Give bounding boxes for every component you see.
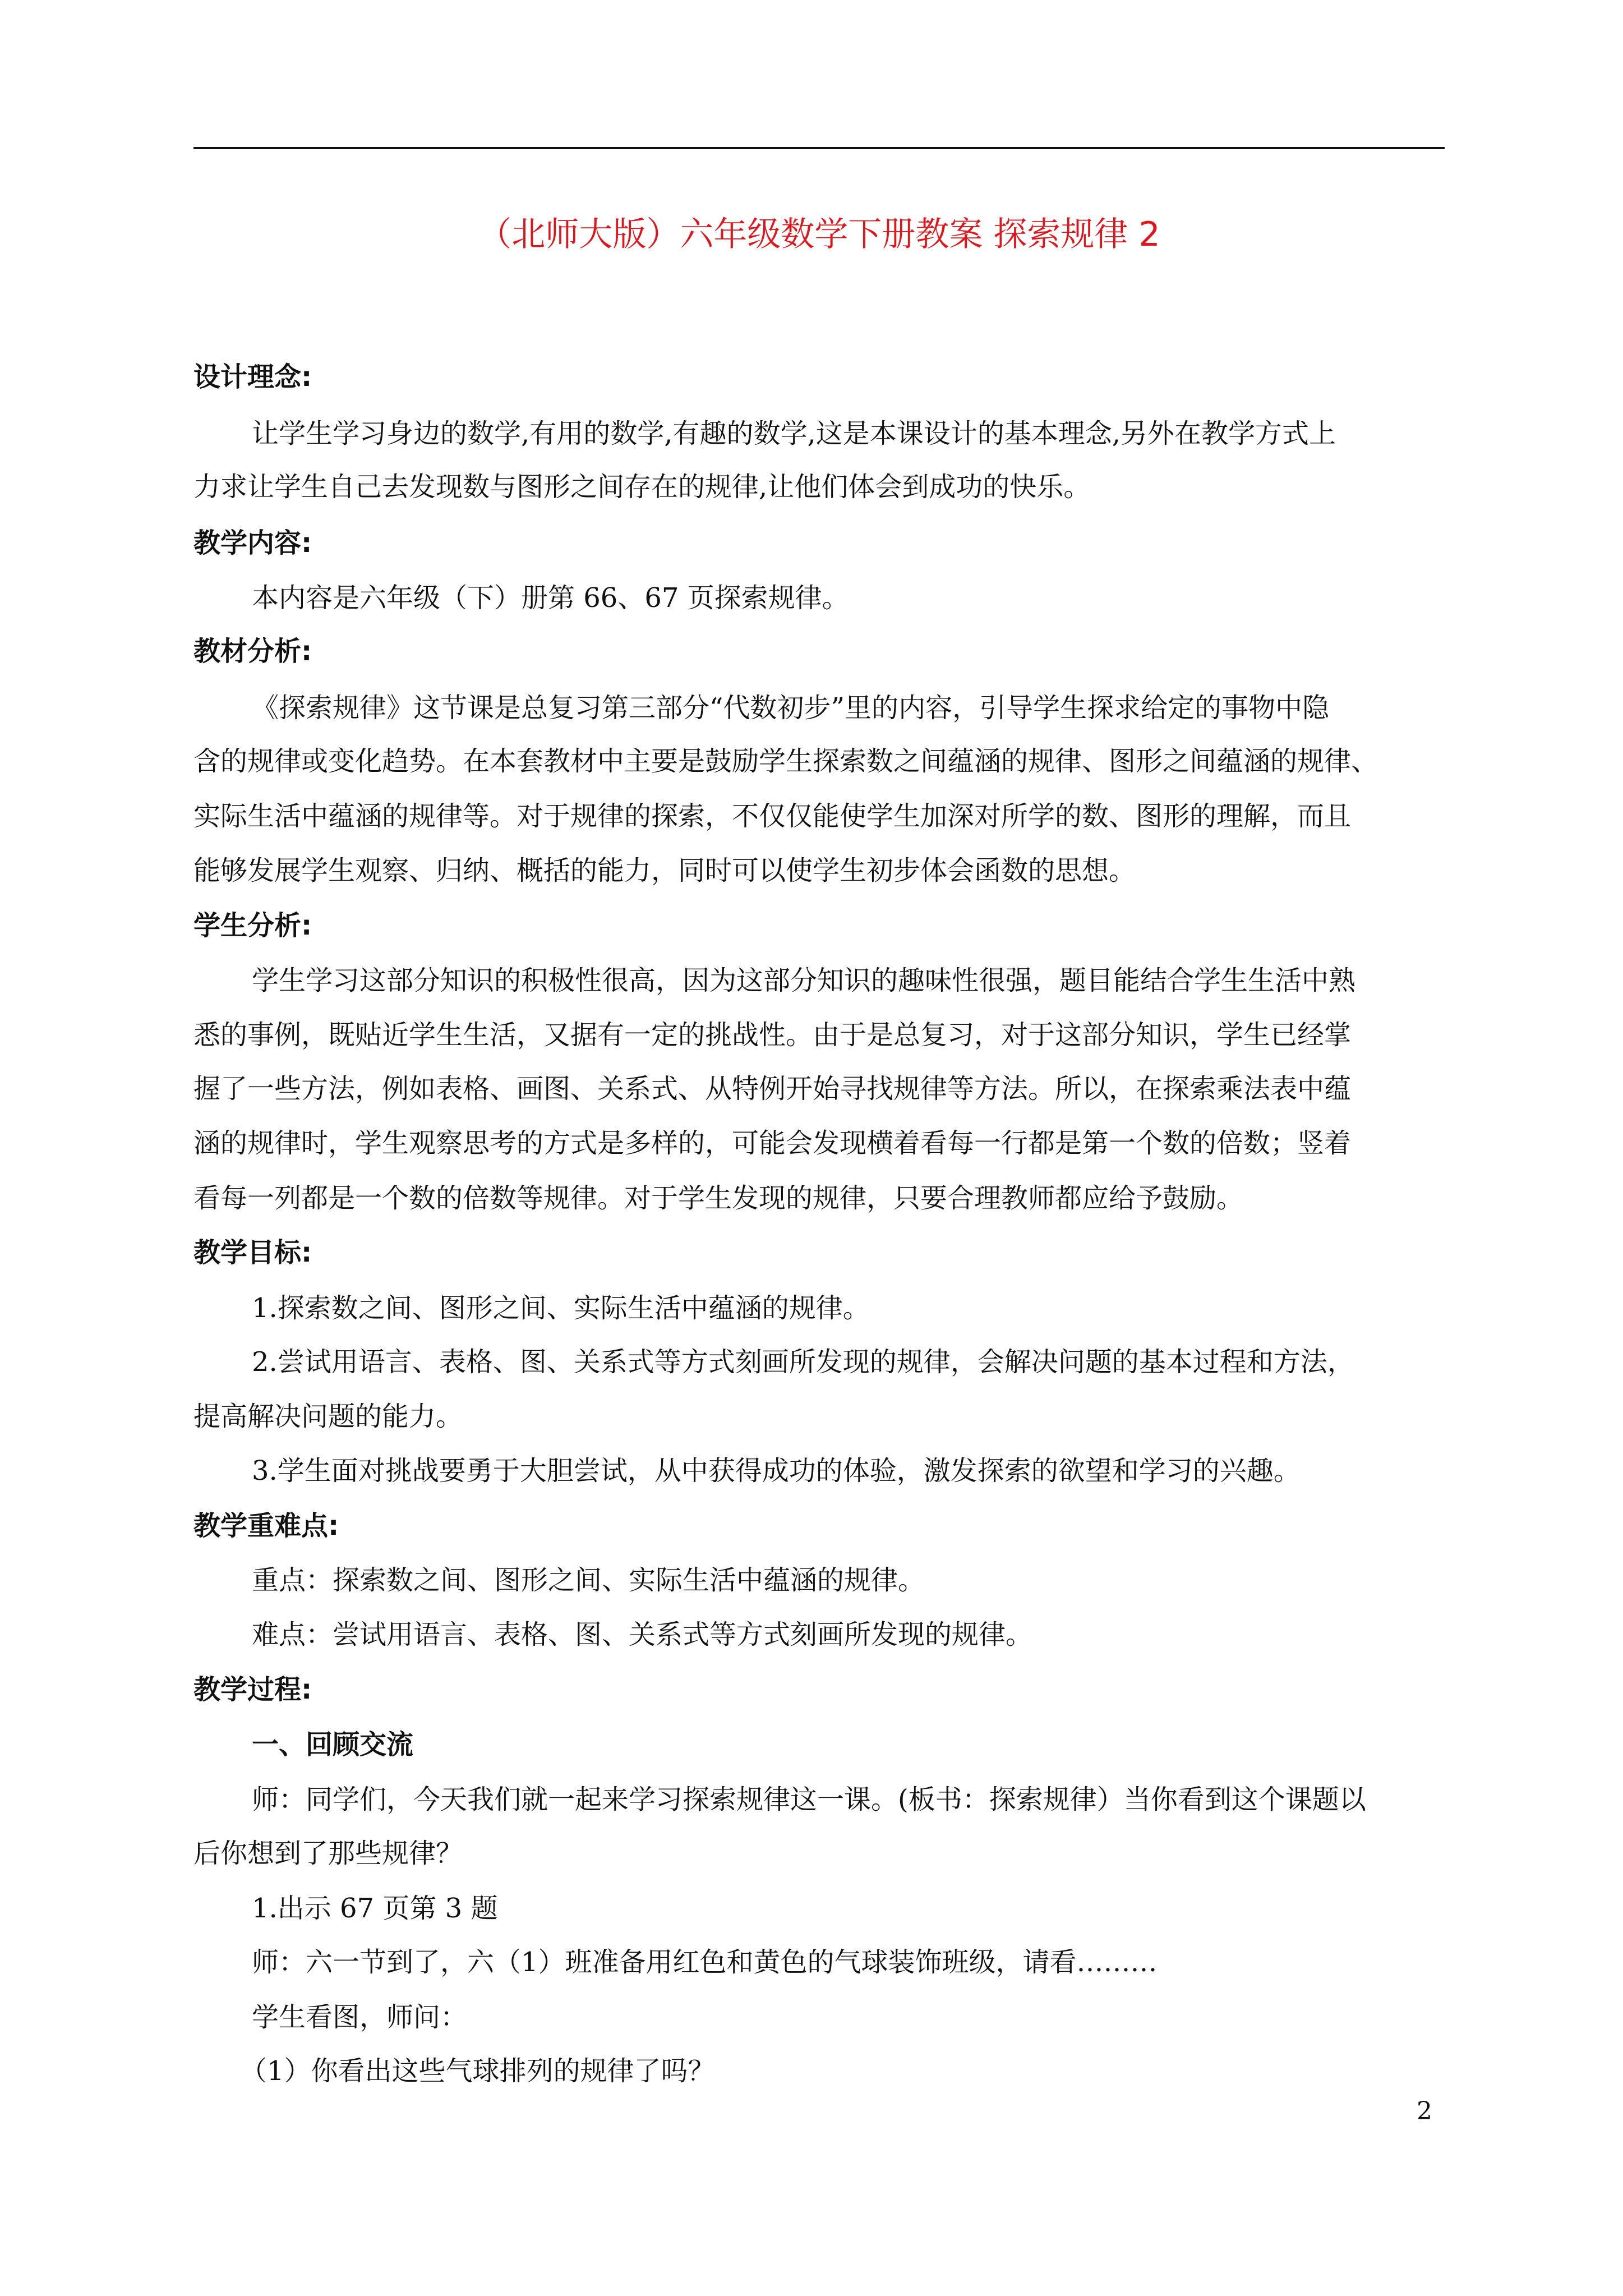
paragraph-line: 握了一些方法，例如表格、画图、关系式、从特例开始寻找规律等方法。所以，在探索乘法表中蕴 — [193, 1073, 1352, 1105]
paragraph-line: 1.出示 67 页第 3 题 — [252, 1893, 498, 1924]
paragraph-line: 力求让学生自己去发现数与图形之间存在的规律,让他们体会到成功的快乐。 — [193, 471, 1091, 503]
section-heading-process: 教学过程: — [193, 1674, 312, 1705]
paragraph-line: 本内容是六年级（下）册第 66、67 页探索规律。 — [252, 582, 849, 614]
page-number: 2 — [1417, 2097, 1432, 2125]
section-heading-content: 教学内容: — [193, 527, 312, 559]
paragraph-line: 师：六一节到了，六（1）班准备用红色和黄色的气球装饰班级，请看……… — [252, 1947, 1158, 1978]
document-title: （北师大版）六年级数学下册教案 探索规律 2 — [478, 215, 1160, 254]
paragraph-line: 重点：探索数之间、图形之间、实际生活中蕴涵的规律。 — [252, 1565, 925, 1596]
paragraph-line: 学生看图，师问： — [252, 2001, 468, 2033]
paragraph-line: 提高解决问题的能力。 — [193, 1401, 463, 1432]
paragraph-line: （1）你看出这些气球排列的规律了吗？ — [240, 2055, 715, 2087]
paragraph-line: 后你想到了那些规律？ — [193, 1838, 463, 1869]
paragraph-line: 3.学生面对挑战要勇于大胆尝试，从中获得成功的体验，激发探索的欲望和学习的兴趣。 — [252, 1455, 1301, 1487]
paragraph-line: 让学生学习身边的数学,有用的数学,有趣的数学,这是本课设计的基本理念,另外在教学方式上 — [252, 418, 1336, 449]
paragraph-line: 难点：尝试用语言、表格、图、关系式等方式刻画所发现的规律。 — [252, 1619, 1033, 1650]
section-heading-keypoints: 教学重难点: — [193, 1510, 339, 1542]
paragraph-line: 看每一列都是一个数的倍数等规律。对于学生发现的规律，只要合理教师都应给予鼓励。 — [193, 1182, 1244, 1214]
section-heading-students: 学生分析: — [193, 910, 312, 941]
paragraph-line: 涵的规律时，学生观察思考的方式是多样的，可能会发现横着看每一行都是第一个数的倍数；竖着 — [193, 1128, 1352, 1159]
paragraph-line: 《探索规律》这节课是总复习第三部分“代数初步”里的内容，引导学生探求给定的事物中隐 — [252, 692, 1330, 724]
section-heading-goals: 教学目标: — [193, 1237, 312, 1268]
paragraph-line: 含的规律或变化趋势。在本套教材中主要是鼓励学生探索数之间蕴涵的规律、图形之间蕴涵的规律、 — [193, 746, 1378, 777]
paragraph-line: 1.探索数之间、图形之间、实际生活中蕴涵的规律。 — [252, 1292, 870, 1324]
header-rule — [193, 147, 1445, 149]
paragraph-line: 实际生活中蕴涵的规律等。对于规律的探索，不仅仅能使学生加深对所学的数、图形的理解，而且 — [193, 800, 1352, 832]
paragraph-line: 师：同学们，今天我们就一起来学习探索规律这一课。(板书：探索规律）当你看到这个课题以 — [252, 1784, 1366, 1815]
section-heading-design: 设计理念: — [193, 361, 312, 393]
subsection-heading: 一、回顾交流 — [252, 1729, 414, 1760]
paragraph-line: 能够发展学生观察、归纳、概括的能力，同时可以使学生初步体会函数的思想。 — [193, 855, 1136, 886]
paragraph-line: 学生学习这部分知识的积极性很高，因为这部分知识的趣味性很强，题目能结合学生生活中熟 — [252, 965, 1356, 996]
paragraph-line: 悉的事例，既贴近学生生活，又据有一定的挑战性。由于是总复习，对于这部分知识，学生已经掌 — [193, 1019, 1352, 1051]
paragraph-line: 2.尝试用语言、表格、图、关系式等方式刻画所发现的规律，会解决问题的基本过程和方法， — [252, 1346, 1354, 1378]
section-heading-textbook: 教材分析: — [193, 636, 312, 667]
